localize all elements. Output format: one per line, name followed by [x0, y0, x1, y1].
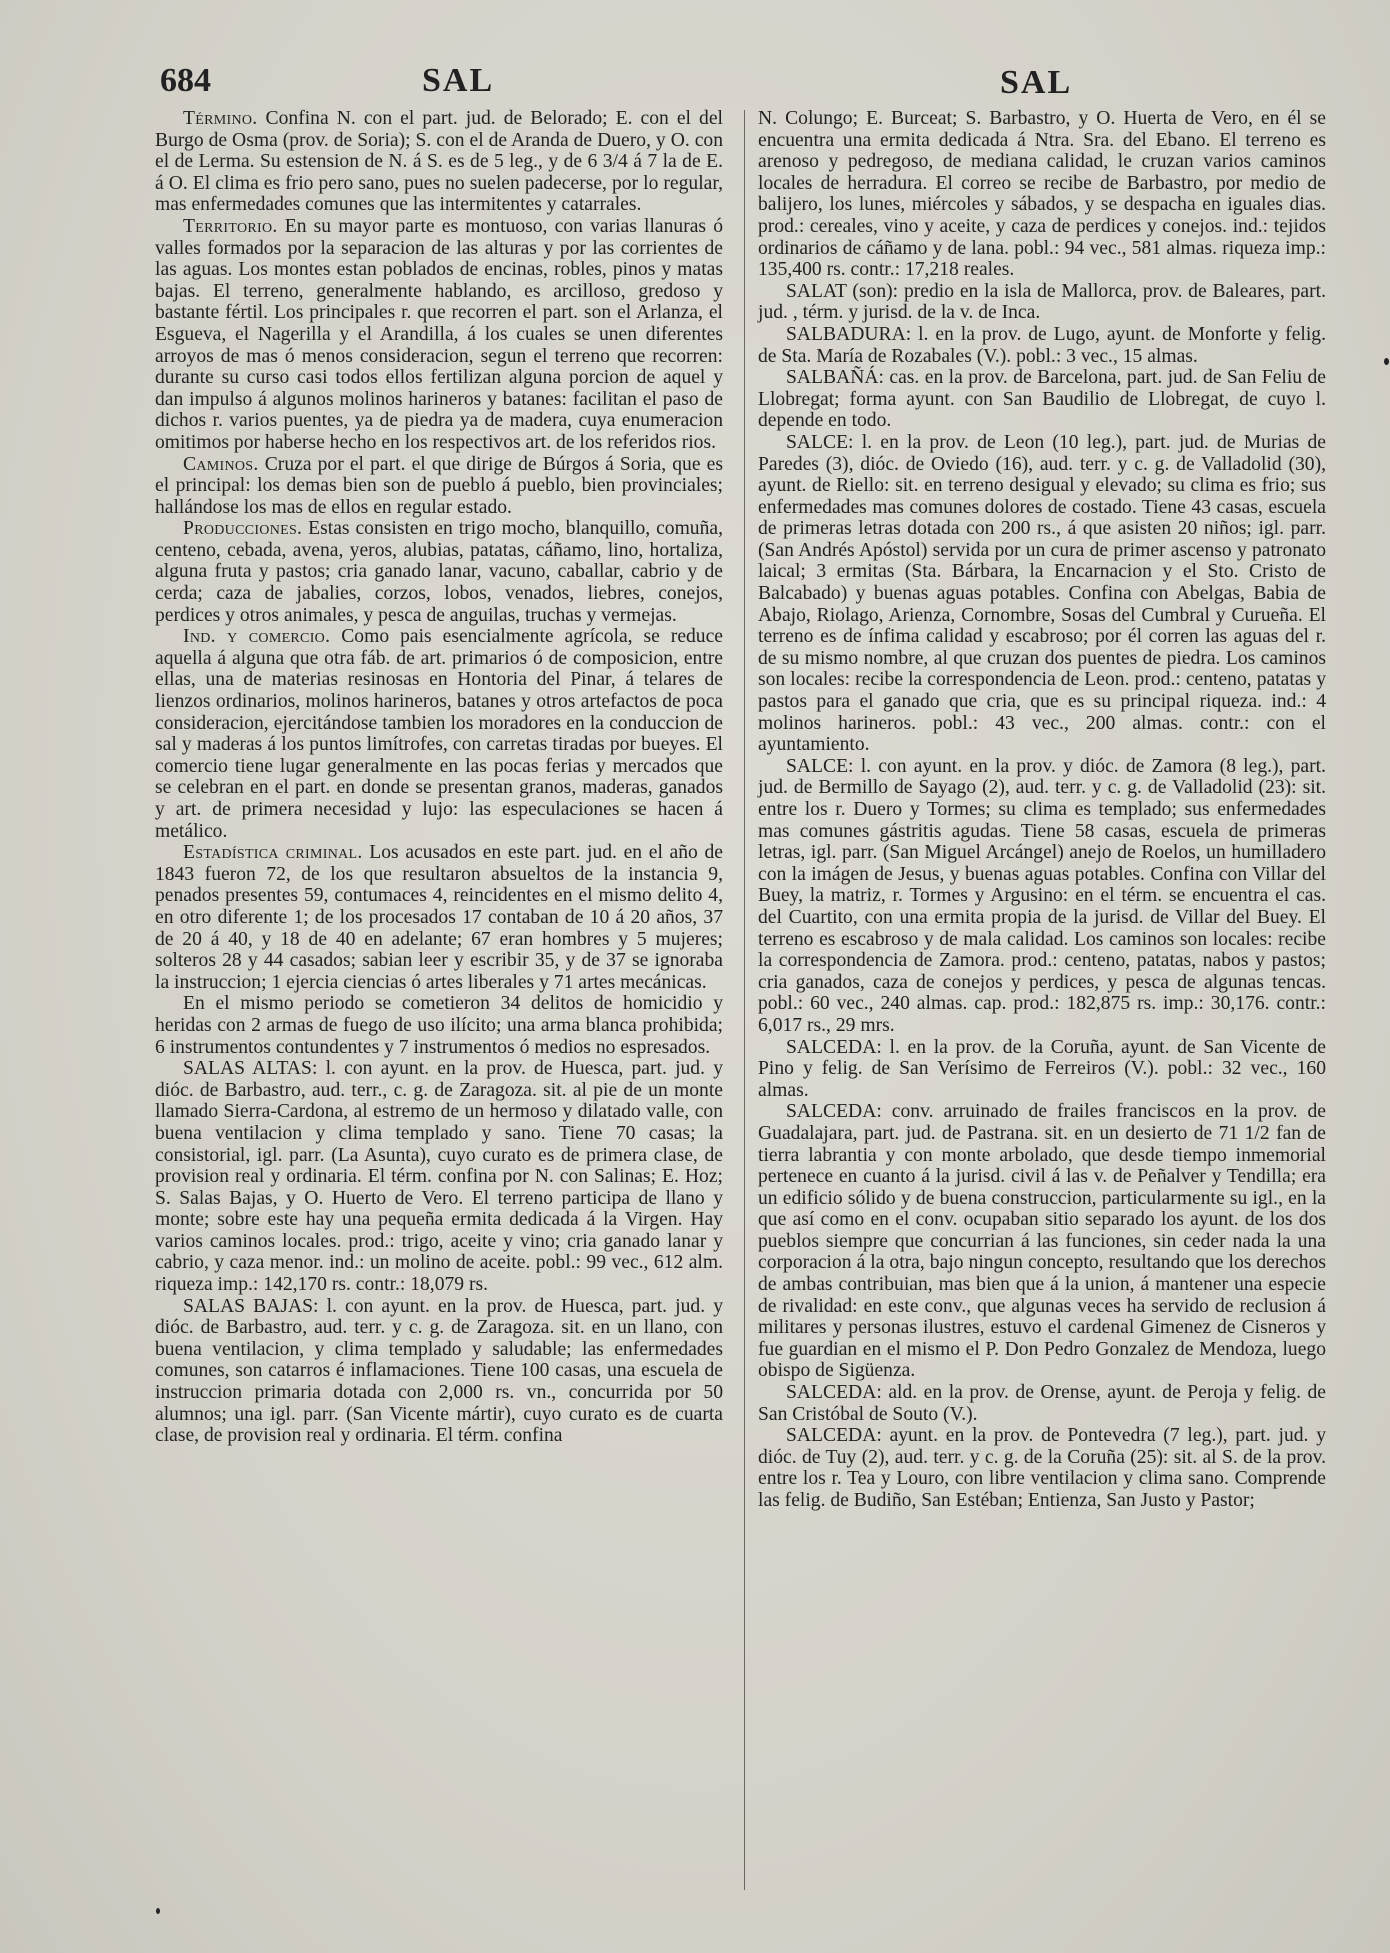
entry-paragraph [758, 756, 1326, 1037]
entry-paragraph [155, 518, 723, 626]
column-divider [744, 110, 745, 1890]
entry-paragraph [155, 842, 723, 993]
entry-headword: SALCE: [786, 431, 854, 453]
entry-paragraph [155, 454, 723, 519]
left-column [155, 108, 723, 1447]
entry-paragraph [758, 432, 1326, 756]
entry-paragraph [758, 108, 1326, 281]
entry-text: Como pais esencialmente agrícola, se reduce aquella á alguna que otra fáb. de art. primarios ó de composicion, entre ellas, una de materias resinosas en Hontoria del Pinar, á telares de lienzos ordinarios, molinos harineros, batanes y otros artefactos de poca consideracion, ejercitándose tambien los moradores en la conduccion de sal y maderas á los puntos limítrofes, con carretas tiradas por bueyes. El comercio tiene lugar generalmente en las pocas ferias y mercados que se celebran en el part. en donde se presentan granos, maderas, ganados y art. de primera necesidad y lujo: las especulaciones se hacen á metálico. [155, 626, 723, 842]
entry-headword: SALAT (son): [786, 280, 899, 302]
entry-text: Los acusados en este part. jud. en el año de 1843 fueron 72, de los que resultaron absueltos de la instancia 9, penados presentes 59, contumaces 4, reincidentes en el mismo delito 4, en otro diferente 1; de los procesados 17 contaban de 10 á 20 años, 37 de 20 á 40, y 18 de 40 en adelante; 67 eran hombres y 5 mujeres; solteros 28 y 44 casados; sabian leer y escribir 35, y de 37 se ignoraba la instruccion; 1 ejercia ciencias ó artes liberales y 71 artes mecánicas. [155, 842, 723, 993]
entry-lead: Ind. y comercio. [183, 626, 331, 648]
entry-text: N. Colungo; E. Burceat; S. Barbastro, y O. Huerta de Vero, en él se encuentra una ermita dedicada á Ntra. Sra. del Ebano. El terreno es arenoso y pedregoso, de mediana calidad, le cruzan varios caminos locales de herradura. El correo se recibe de Barbastro, por medio de balijero, los lunes, miércoles y sábados, y se despacha en iguales dias. prod.: cereales, vino y aceite, y caza de perdices y conejos. ind.: tejidos ordinarios de cáñamo y de lana. pobl.: 94 vec., 581 almas. riqueza imp.: 135,400 rs. contr.: 17,218 reales. [758, 108, 1326, 281]
entry-headword: SALCEDA: [786, 1382, 882, 1404]
entry-text: cas. en la prov. de Barcelona, part. jud. de San Feliu de Llobregat; forma ayunt. con San Baudilio de Llobregat, de cuyo l. depende en todo. [758, 367, 1326, 432]
entry-text: l. en la prov. de la Coruña, ayunt. de San Vicente de Pino y felig. de San Verísimo de Ferreiros (V.). pobl.: 32 vec., 160 almas. [758, 1036, 1326, 1101]
entry-text: predio en la isla de Mallorca, prov. de Baleares, part. jud. , térm. y jurisd. de la v. de Inca. [758, 280, 1326, 324]
entry-text: conv. arruinado de frailes franciscos en la prov. de Guadalajara, part. jud. de Pastrana. sit. en un desierto de 71 1/2 fan de tierra labrantia y con monte arbolado, que desde tiempo inmemorial pertenece en cuanto á la jurisd. civil á las v. de Peñalver y Tendilla; era un edificio sólido y de buena construccion, particularmente su igl., en la que así como en el conv. ocupaban sitio separado los ayunt. de los dos pueblos siempre que concurrian á las funciones, sin ceder nada la una corporacion á la otra, bajo ningun concepto, resultando que los derechos de ambas contribuian, mas bien que á la union, á mantener una especie de rivalidad: en este conv., que algunas veces ha servido de reclusion á militares y personas ilustres, estuvo el cardenal Gimenez de Cisneros y fue guardian en el mismo el P. Don Pedro Gonzalez de Mendoza, luego obispo de Sigüenza. [758, 1101, 1326, 1382]
entry-paragraph [758, 324, 1326, 367]
ink-speck [156, 1908, 160, 1914]
entry-text: l. en la prov. de Lugo, ayunt. de Monforte y felig. de Sta. María de Rozabales (V.). pobl.: 3 vec., 15 almas. [758, 323, 1326, 367]
entry-headword: SALBADURA: [786, 323, 912, 345]
headword-right: SAL [1000, 64, 1073, 101]
entry-lead: Término. [183, 108, 258, 129]
page-header [150, 62, 1340, 112]
entry-text: Confina N. con el part. jud. de Belorado; E. con el del Burgo de Osma (prov. de Soria); S. con el de Aranda de Duero, y O. con el de Lerma. Su estension de N. á S. es de 5 leg., y de 6 3/4 á 7 la de E. á O. El clima es frio pero sano, pues no suelen padecerse, por lo regular, mas enfermedades comunes que las intermitentes y catarrales. [155, 108, 723, 216]
ink-speck [1384, 358, 1389, 365]
entry-lead: Estadística criminal. [183, 842, 363, 864]
entry-headword: SALCEDA: [786, 1101, 882, 1123]
right-column [758, 108, 1326, 1512]
entry-paragraph [155, 216, 723, 454]
entry-paragraph [758, 1425, 1326, 1511]
entry-text: Cruza por el part. el que dirige de Búrgos á Soria, que es el principal: los demas bien son de pueblo á pueblo, bien provinciales; hallándose los mas de ellos en regular estado. [155, 453, 723, 518]
entry-paragraph [155, 108, 723, 216]
entry-paragraph [758, 1037, 1326, 1102]
page-number: 684 [160, 62, 211, 99]
entry-headword: SALCEDA: [786, 1425, 882, 1447]
entry-headword: SALCE: [786, 755, 854, 777]
entry-paragraph [758, 281, 1326, 324]
entry-headword: SALBAÑÁ: [786, 367, 884, 389]
entry-paragraph [155, 626, 723, 842]
entry-lead: Caminos. [183, 453, 259, 475]
entry-headword: SALAS ALTAS: [183, 1058, 318, 1080]
entry-paragraph [155, 1296, 723, 1447]
entry-text: l. con ayunt. en la prov. de Huesca, part. jud. y dióc. de Barbastro, aud. terr. y c. g. de Zaragoza. sit. en un llano, con buena ventilacion, y clima templado y saludable; las enfermedades comunes, son catarros é inflamaciones. Tiene 100 casas, una escuela de instruccion primaria dotada con 2,000 rs. vn., concurrida por 50 alumnos; una igl. parr. (San Vicente mártir), cuyo curato es de cuarta clase, de provision real y ordinaria. El térm. confina [155, 1295, 723, 1447]
entry-paragraph [758, 1101, 1326, 1382]
headword-left: SAL [422, 62, 495, 99]
entry-lead: Territorio. [183, 215, 278, 237]
entry-paragraph [758, 1382, 1326, 1425]
entry-text: ald. en la prov. de Orense, ayunt. de Peroja y felig. de San Cristóbal de Souto (V.). [758, 1382, 1326, 1425]
entry-headword: SALCEDA: [786, 1036, 882, 1058]
entry-paragraph [758, 367, 1326, 432]
entry-paragraph [155, 993, 723, 1058]
entry-text: l. en la prov. de Leon (10 leg.), part. jud. de Murias de Paredes (3), dióc. de Oviedo (16), aud. terr. y c. g. de Valladolid (30), ayunt. de Riello: sit. en terreno desigual y elevado; su clima es frio; sus enfermedades mas comunes dolores de costado. Tiene 43 casas, escuela de primeras letras dotada con 200 rs., á que asisten 20 niños; igl. parr. (San Andrés Apóstol) servida por un cura de primer ascenso y patronato laical; 3 ermitas (Sta. Bárbara, la Encarnacion y el Sto. Cristo de Balcabado) y buenas aguas potables. Confina con Abelgas, Babia de Abajo, Riolago, Arienza, Cornombre, Sosas del Cumbral y Curueña. El terreno es de ínfima calidad y escabroso; por él corren las aguas del r. de su mismo nombre, al que cruzan dos puentes de piedra. Los caminos son locales: recibe la correspondencia de Leon. prod.: centeno, patatas y pastos para el ganado que cria, que es su principal riqueza. ind.: 4 molinos harineros. pobl.: 43 vec., 200 almas. contr.: con el ayuntamiento. [758, 431, 1326, 756]
entry-text: l. con ayunt. en la prov. y dióc. de Zamora (8 leg.), part. jud. de Bermillo de Sayago (2), aud. terr. y c. g. de Valladolid (23): sit. entre los r. Duero y Tormes; su clima es templado; sus enfermedades mas comunes gástritis agudas. Tiene 58 casas, escuela de primeras letras, igl. parr. (San Miguel Arcángel) anejo de Roelos, un humilladero con la imágen de Jesus, y buenas aguas potables. Confina con Villar del Buey, la matriz, r. Tormes y Argusino: en el térm. se encuentra el cas. del Cuartito, con una ermita propia de la jurisd. de Villar del Buey. El terreno es escabroso y de mala calidad. Los caminos son locales: recibe la correspondencia de Zamora. prod.: centeno, patatas, nabos y pastos; cria ganados, caza de conejos y perdices, y pesca de algunas tencas. pobl.: 60 vec., 240 almas. cap. prod.: 182,875 rs. imp.: 30,176. contr.: 6,017 rs., 29 mrs. [758, 755, 1326, 1036]
entry-text: Estas consisten en trigo mocho, blanquillo, comuña, centeno, cebada, avena, yeros, alubias, patatas, cáñamo, lino, hortaliza, alguna fruta y pastos; cria ganado lanar, vacuno, caballar, cabrio y de cerda; caza de jabalies, corzos, lobos, venados, liebres, conejos, perdices y otros animales, y pesca de anguilas, truchas y vermejas. [155, 518, 723, 626]
entry-lead: Producciones. [183, 518, 303, 540]
entry-paragraph [155, 1058, 723, 1296]
entry-headword: SALAS BAJAS: [183, 1295, 319, 1317]
entry-text: l. con ayunt. en la prov. de Huesca, part. jud. y dióc. de Barbastro, aud. terr., c. g. de Zaragoza. sit. al pie de un monte llamado Sierra-Cardona, al estremo de un hermoso y dilatado valle, con buena ventilacion y clima templado y sano. Tiene 70 casas; la consistorial, igl. parr. (La Asunta), cuyo curato es de primera clase, de provision real y ordinaria. El térm. confina por N. con Salinas; E. Hoz; S. Salas Bajas, y O. Huerto de Vero. El terreno participa de llano y monte; sobre este hay una pequeña ermita dedicada á la Virgen. Hay varios caminos locales. prod.: trigo, aceite y vino; cria ganado lanar y cabrio, y caza menor. ind.: un molino de aceite. pobl.: 99 vec., 612 alm. riqueza imp.: 142,170 rs. contr.: 18,079 rs. [155, 1058, 723, 1296]
entry-text: ayunt. en la prov. de Pontevedra (7 leg.), part. jud. y dióc. de Tuy (2), aud. terr. y c. g. de la Coruña (25): sit. al S. de la prov. entre los r. Tea y Louro, con libre ventilacion y clima sano. Comprende las felig. de Budiño, San Estéban; Entienza, San Justo y Pastor; [758, 1425, 1326, 1511]
entry-text: En el mismo periodo se cometieron 34 delitos de homicidio y heridas con 2 armas de fuego de uso ilícito; una arma blanca prohibida; 6 instrumentos contundentes y 7 instrumentos ó medios no espresados. [155, 993, 723, 1058]
entry-text: En su mayor parte es montuoso, con varias llanuras ó valles formados por la separacion de las alturas y por las corrientes de las aguas. Los montes estan poblados de encinas, robles, pinos y matas bajas. El terreno, generalmente hablando, es arcilloso, gredoso y bastante fértil. Los principales r. que recorren el part. son el Arlanza, el Esgueva, el Nagerilla y el Arandilla, á los cuales se unen diferentes arroyos de mas ó menos consideracion, segun el terreno que recorren: durante su curso casi todos ellos fertilizan alguna porcion de aquel y dan impulso á algunos molinos harineros y batanes: facilitan el paso de dichos r. varios puentes, ya de piedra ya de madera, cuya enumeracion omitimos por haberse hecho en los respectivos art. de los referidos rios. [155, 215, 723, 453]
